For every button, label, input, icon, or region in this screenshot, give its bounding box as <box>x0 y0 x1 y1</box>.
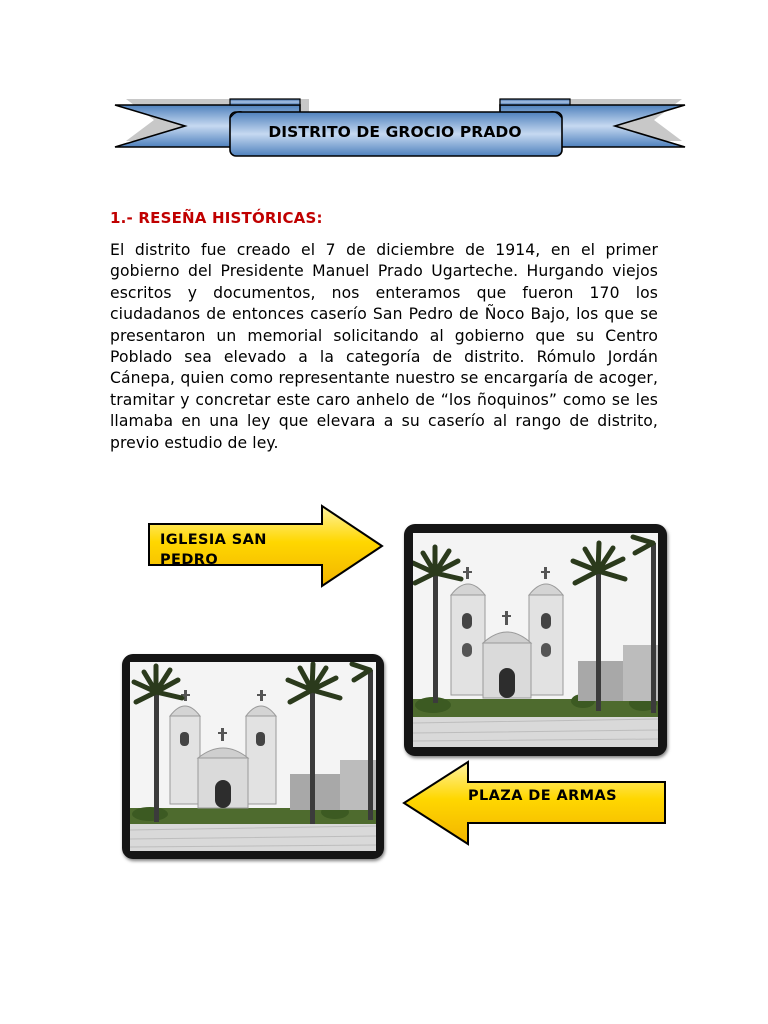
church-photo-top <box>404 524 667 756</box>
arrow-label-iglesia: IGLESIA SAN PEDRO <box>160 532 267 564</box>
body-paragraph: El distrito fue creado el 7 de diciembre de 1914, en el primer gobierno del Presidente Manuel Prado Ugarteche. Hurgando viejos escritos y documentos, nos enteramos que fueron 170 los ciudadanos de entonces caserío San Pedro de Ñoco Bajo, los que se presentaron un memorial solicitando al gobierno que su Centro Poblado sea elevado a la categoría de distrito. Rómulo Jordán Cánepa, quien como representante nuestro se encargaría de acoger, tramitar y concretar este caro anhelo de “los ñoquinos” como se les llamaba en una ley que elevara a su caserío al rango de distrito, previo estudio de ley. <box>110 241 658 452</box>
arrow-label-plaza: PLAZA DE ARMAS <box>468 788 617 804</box>
church-image <box>413 533 658 747</box>
church-image <box>130 662 376 851</box>
section-heading: 1.- RESEÑA HISTÓRICAS: <box>110 209 323 227</box>
church-photo-bottom <box>122 654 384 859</box>
banner-title: DISTRITO DE GROCIO PRADO <box>268 123 522 141</box>
